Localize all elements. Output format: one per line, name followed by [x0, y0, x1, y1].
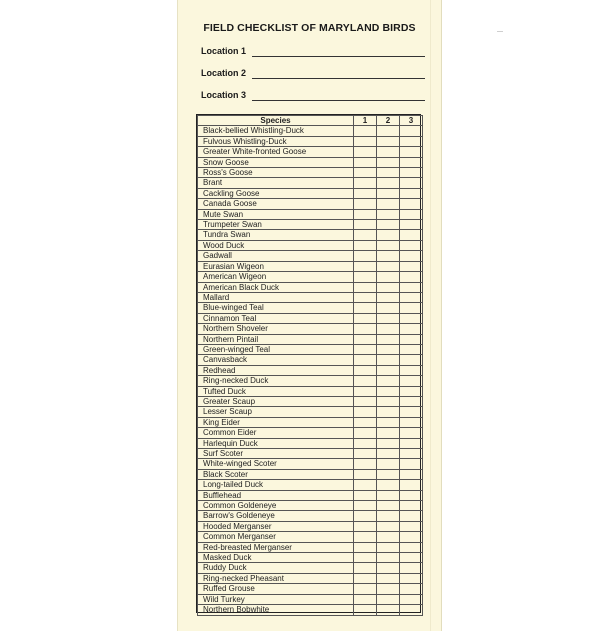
check-box-location-2[interactable] — [377, 313, 400, 323]
check-box-location-2[interactable] — [377, 324, 400, 334]
check-box-location-1[interactable] — [354, 178, 377, 188]
species-header: Species — [198, 116, 354, 126]
check-box-location-3[interactable] — [400, 438, 423, 448]
table-row — [198, 563, 423, 573]
species-name: Tundra Swan — [198, 230, 354, 240]
table-row — [198, 396, 423, 406]
table-row — [198, 272, 423, 282]
check-box-location-2[interactable] — [377, 490, 400, 500]
check-box-location-1[interactable] — [354, 459, 377, 469]
check-box-location-2[interactable] — [377, 126, 400, 136]
table-row — [198, 209, 423, 219]
table-row — [198, 407, 423, 417]
check-box-location-1[interactable] — [354, 386, 377, 396]
location-1-line[interactable] — [252, 56, 425, 57]
check-box-location-3[interactable] — [400, 563, 423, 573]
check-box-location-2[interactable] — [377, 240, 400, 250]
species-name: Common Eider — [198, 428, 354, 438]
table-row — [198, 220, 423, 230]
check-box-location-1[interactable] — [354, 220, 377, 230]
table-row — [198, 261, 423, 271]
species-name: Ruddy Duck — [198, 563, 354, 573]
species-name: Eurasian Wigeon — [198, 261, 354, 271]
check-box-location-1[interactable] — [354, 126, 377, 136]
check-box-location-2[interactable] — [377, 147, 400, 157]
species-name: Mallard — [198, 292, 354, 302]
check-box-location-1[interactable] — [354, 230, 377, 240]
card-edge — [430, 0, 431, 631]
table-row — [198, 605, 423, 615]
check-box-location-2[interactable] — [377, 449, 400, 459]
check-box-location-2[interactable] — [377, 209, 400, 219]
checklist-card — [177, 0, 442, 631]
check-box-location-1[interactable] — [354, 136, 377, 146]
species-name: Harlequin Duck — [198, 438, 354, 448]
species-name: Northern Shoveler — [198, 324, 354, 334]
table-row — [198, 480, 423, 490]
check-box-location-1[interactable] — [354, 511, 377, 521]
check-box-location-1[interactable] — [354, 407, 377, 417]
check-box-location-2[interactable] — [377, 365, 400, 375]
check-box-location-3[interactable] — [400, 511, 423, 521]
scan-mark — [497, 31, 503, 32]
table-row — [198, 553, 423, 563]
check-box-location-3[interactable] — [400, 251, 423, 261]
check-box-location-2[interactable] — [377, 605, 400, 615]
location-3-label: Location 3 — [201, 90, 247, 100]
table-row — [198, 532, 423, 542]
table-row — [198, 199, 423, 209]
table-row — [198, 230, 423, 240]
check-box-location-3[interactable] — [400, 209, 423, 219]
check-box-location-3[interactable] — [400, 199, 423, 209]
species-name: Barrow's Goldeneye — [198, 511, 354, 521]
check-box-location-1[interactable] — [354, 344, 377, 354]
check-box-location-2[interactable] — [377, 136, 400, 146]
check-box-location-2[interactable] — [377, 459, 400, 469]
species-table — [197, 115, 423, 616]
species-name: Common Goldeneye — [198, 501, 354, 511]
check-box-location-1[interactable] — [354, 501, 377, 511]
location-3-header: 3 — [400, 116, 423, 126]
species-name: Masked Duck — [198, 553, 354, 563]
check-box-location-1[interactable] — [354, 532, 377, 542]
check-box-location-1[interactable] — [354, 209, 377, 219]
check-box-location-3[interactable] — [400, 292, 423, 302]
check-box-location-2[interactable] — [377, 542, 400, 552]
table-row — [198, 240, 423, 250]
table-row — [198, 334, 423, 344]
species-name: Canada Goose — [198, 199, 354, 209]
check-box-location-2[interactable] — [377, 188, 400, 198]
table-row — [198, 459, 423, 469]
check-box-location-3[interactable] — [400, 605, 423, 615]
table-row — [198, 469, 423, 479]
check-box-location-3[interactable] — [400, 136, 423, 146]
check-box-location-1[interactable] — [354, 157, 377, 167]
check-box-location-1[interactable] — [354, 438, 377, 448]
check-box-location-1[interactable] — [354, 355, 377, 365]
species-name: Hooded Merganser — [198, 521, 354, 531]
species-name: Wood Duck — [198, 240, 354, 250]
table-row — [198, 355, 423, 365]
check-box-location-3[interactable] — [400, 407, 423, 417]
species-name: Snow Goose — [198, 157, 354, 167]
check-box-location-3[interactable] — [400, 230, 423, 240]
table-row — [198, 428, 423, 438]
table-row — [198, 282, 423, 292]
location-1-label: Location 1 — [201, 46, 247, 56]
check-box-location-1[interactable] — [354, 553, 377, 563]
species-name: Fulvous Whistling-Duck — [198, 136, 354, 146]
check-box-location-3[interactable] — [400, 501, 423, 511]
location-2-row — [201, 68, 425, 82]
location-3-line[interactable] — [252, 100, 425, 101]
check-box-location-3[interactable] — [400, 240, 423, 250]
location-1-header: 1 — [354, 116, 377, 126]
table-row — [198, 376, 423, 386]
species-table-frame — [196, 114, 421, 613]
location-2-label: Location 2 — [201, 68, 247, 78]
species-name: White-winged Scoter — [198, 459, 354, 469]
check-box-location-2[interactable] — [377, 251, 400, 261]
check-box-location-1[interactable] — [354, 396, 377, 406]
check-box-location-1[interactable] — [354, 334, 377, 344]
table-row — [198, 417, 423, 427]
check-box-location-2[interactable] — [377, 584, 400, 594]
check-box-location-1[interactable] — [354, 188, 377, 198]
check-box-location-1[interactable] — [354, 449, 377, 459]
check-box-location-2[interactable] — [377, 344, 400, 354]
check-box-location-3[interactable] — [400, 490, 423, 500]
species-name: Blue-winged Teal — [198, 303, 354, 313]
check-box-location-3[interactable] — [400, 428, 423, 438]
check-box-location-3[interactable] — [400, 188, 423, 198]
check-box-location-2[interactable] — [377, 292, 400, 302]
check-box-location-3[interactable] — [400, 168, 423, 178]
check-box-location-3[interactable] — [400, 553, 423, 563]
species-name: Greater Scaup — [198, 396, 354, 406]
check-box-location-3[interactable] — [400, 324, 423, 334]
check-box-location-3[interactable] — [400, 313, 423, 323]
species-name: Cinnamon Teal — [198, 313, 354, 323]
check-box-location-3[interactable] — [400, 386, 423, 396]
table-header-row — [198, 116, 423, 126]
check-box-location-2[interactable] — [377, 553, 400, 563]
check-box-location-1[interactable] — [354, 376, 377, 386]
check-box-location-1[interactable] — [354, 573, 377, 583]
species-name: Ross's Goose — [198, 168, 354, 178]
check-box-location-2[interactable] — [377, 563, 400, 573]
check-box-location-2[interactable] — [377, 376, 400, 386]
check-box-location-1[interactable] — [354, 147, 377, 157]
check-box-location-2[interactable] — [377, 573, 400, 583]
check-box-location-3[interactable] — [400, 303, 423, 313]
table-row — [198, 521, 423, 531]
table-row — [198, 126, 423, 136]
table-row — [198, 188, 423, 198]
table-row — [198, 365, 423, 375]
check-box-location-1[interactable] — [354, 282, 377, 292]
check-box-location-3[interactable] — [400, 542, 423, 552]
species-list — [198, 126, 423, 615]
table-row — [198, 511, 423, 521]
check-box-location-2[interactable] — [377, 220, 400, 230]
check-box-location-1[interactable] — [354, 199, 377, 209]
table-row — [198, 573, 423, 583]
species-name: Long-tailed Duck — [198, 480, 354, 490]
table-row — [198, 157, 423, 167]
check-box-location-3[interactable] — [400, 449, 423, 459]
table-row — [198, 386, 423, 396]
check-box-location-2[interactable] — [377, 396, 400, 406]
species-name: Northern Bobwhite — [198, 605, 354, 615]
check-box-location-3[interactable] — [400, 157, 423, 167]
check-box-location-2[interactable] — [377, 199, 400, 209]
table-row — [198, 449, 423, 459]
species-name: Redhead — [198, 365, 354, 375]
species-name: Ring-necked Pheasant — [198, 573, 354, 583]
check-box-location-3[interactable] — [400, 344, 423, 354]
table-row — [198, 251, 423, 261]
species-name: Trumpeter Swan — [198, 220, 354, 230]
check-box-location-1[interactable] — [354, 365, 377, 375]
check-box-location-1[interactable] — [354, 563, 377, 573]
check-box-location-2[interactable] — [377, 501, 400, 511]
check-box-location-2[interactable] — [377, 168, 400, 178]
table-row — [198, 344, 423, 354]
check-box-location-3[interactable] — [400, 594, 423, 604]
check-box-location-3[interactable] — [400, 532, 423, 542]
check-box-location-3[interactable] — [400, 459, 423, 469]
check-box-location-2[interactable] — [377, 230, 400, 240]
location-2-line[interactable] — [252, 78, 425, 79]
species-name: Surf Scoter — [198, 449, 354, 459]
check-box-location-1[interactable] — [354, 594, 377, 604]
check-box-location-2[interactable] — [377, 511, 400, 521]
check-box-location-3[interactable] — [400, 178, 423, 188]
table-row — [198, 147, 423, 157]
check-box-location-1[interactable] — [354, 292, 377, 302]
species-name: Green-winged Teal — [198, 344, 354, 354]
checklist-title: FIELD CHECKLIST OF MARYLAND BIRDS — [203, 22, 416, 34]
check-box-location-3[interactable] — [400, 573, 423, 583]
check-box-location-2[interactable] — [377, 428, 400, 438]
check-box-location-2[interactable] — [377, 438, 400, 448]
species-name: Gadwall — [198, 251, 354, 261]
check-box-location-3[interactable] — [400, 355, 423, 365]
check-box-location-1[interactable] — [354, 490, 377, 500]
table-row — [198, 292, 423, 302]
table-row — [198, 594, 423, 604]
table-row — [198, 490, 423, 500]
table-row — [198, 168, 423, 178]
check-box-location-1[interactable] — [354, 584, 377, 594]
species-name: Black-bellied Whistling-Duck — [198, 126, 354, 136]
check-box-location-2[interactable] — [377, 355, 400, 365]
location-2-header: 2 — [377, 116, 400, 126]
check-box-location-2[interactable] — [377, 261, 400, 271]
check-box-location-2[interactable] — [377, 272, 400, 282]
species-name: Cackling Goose — [198, 188, 354, 198]
table-row — [198, 303, 423, 313]
check-box-location-1[interactable] — [354, 417, 377, 427]
species-name: Canvasback — [198, 355, 354, 365]
species-name: American Wigeon — [198, 272, 354, 282]
check-box-location-2[interactable] — [377, 334, 400, 344]
check-box-location-1[interactable] — [354, 261, 377, 271]
check-box-location-3[interactable] — [400, 282, 423, 292]
check-box-location-2[interactable] — [377, 521, 400, 531]
species-name: Tufted Duck — [198, 386, 354, 396]
check-box-location-3[interactable] — [400, 334, 423, 344]
species-name: Bufflehead — [198, 490, 354, 500]
check-box-location-1[interactable] — [354, 240, 377, 250]
location-1-row — [201, 46, 425, 60]
species-name: Red-breasted Merganser — [198, 542, 354, 552]
check-box-location-1[interactable] — [354, 542, 377, 552]
check-box-location-1[interactable] — [354, 251, 377, 261]
check-box-location-1[interactable] — [354, 469, 377, 479]
species-name: Lesser Scaup — [198, 407, 354, 417]
table-row — [198, 136, 423, 146]
check-box-location-3[interactable] — [400, 272, 423, 282]
species-name: Ruffed Grouse — [198, 584, 354, 594]
species-name: Greater White-fronted Goose — [198, 147, 354, 157]
check-box-location-1[interactable] — [354, 313, 377, 323]
species-name: Ring-necked Duck — [198, 376, 354, 386]
species-name: Mute Swan — [198, 209, 354, 219]
check-box-location-2[interactable] — [377, 469, 400, 479]
check-box-location-1[interactable] — [354, 168, 377, 178]
check-box-location-3[interactable] — [400, 396, 423, 406]
check-box-location-3[interactable] — [400, 469, 423, 479]
check-box-location-3[interactable] — [400, 126, 423, 136]
table-row — [198, 178, 423, 188]
species-name: American Black Duck — [198, 282, 354, 292]
check-box-location-1[interactable] — [354, 428, 377, 438]
check-box-location-3[interactable] — [400, 376, 423, 386]
table-row — [198, 501, 423, 511]
check-box-location-2[interactable] — [377, 532, 400, 542]
check-box-location-1[interactable] — [354, 605, 377, 615]
check-box-location-2[interactable] — [377, 594, 400, 604]
check-box-location-3[interactable] — [400, 521, 423, 531]
check-box-location-2[interactable] — [377, 178, 400, 188]
check-box-location-3[interactable] — [400, 417, 423, 427]
check-box-location-2[interactable] — [377, 480, 400, 490]
species-name: Wild Turkey — [198, 594, 354, 604]
check-box-location-2[interactable] — [377, 303, 400, 313]
table-row — [198, 584, 423, 594]
species-name: Brant — [198, 178, 354, 188]
check-box-location-3[interactable] — [400, 220, 423, 230]
location-3-row — [201, 90, 425, 104]
species-name: Northern Pintail — [198, 334, 354, 344]
species-name: Common Merganser — [198, 532, 354, 542]
check-box-location-3[interactable] — [400, 261, 423, 271]
check-box-location-2[interactable] — [377, 157, 400, 167]
check-box-location-3[interactable] — [400, 584, 423, 594]
check-box-location-1[interactable] — [354, 521, 377, 531]
check-box-location-1[interactable] — [354, 272, 377, 282]
check-box-location-3[interactable] — [400, 147, 423, 157]
check-box-location-2[interactable] — [377, 417, 400, 427]
check-box-location-1[interactable] — [354, 303, 377, 313]
table-row — [198, 324, 423, 334]
check-box-location-3[interactable] — [400, 365, 423, 375]
check-box-location-2[interactable] — [377, 407, 400, 417]
species-name: Black Scoter — [198, 469, 354, 479]
check-box-location-3[interactable] — [400, 480, 423, 490]
check-box-location-1[interactable] — [354, 480, 377, 490]
check-box-location-1[interactable] — [354, 324, 377, 334]
check-box-location-2[interactable] — [377, 282, 400, 292]
check-box-location-2[interactable] — [377, 386, 400, 396]
table-row — [198, 438, 423, 448]
table-row — [198, 542, 423, 552]
table-row — [198, 313, 423, 323]
species-name: King Eider — [198, 417, 354, 427]
